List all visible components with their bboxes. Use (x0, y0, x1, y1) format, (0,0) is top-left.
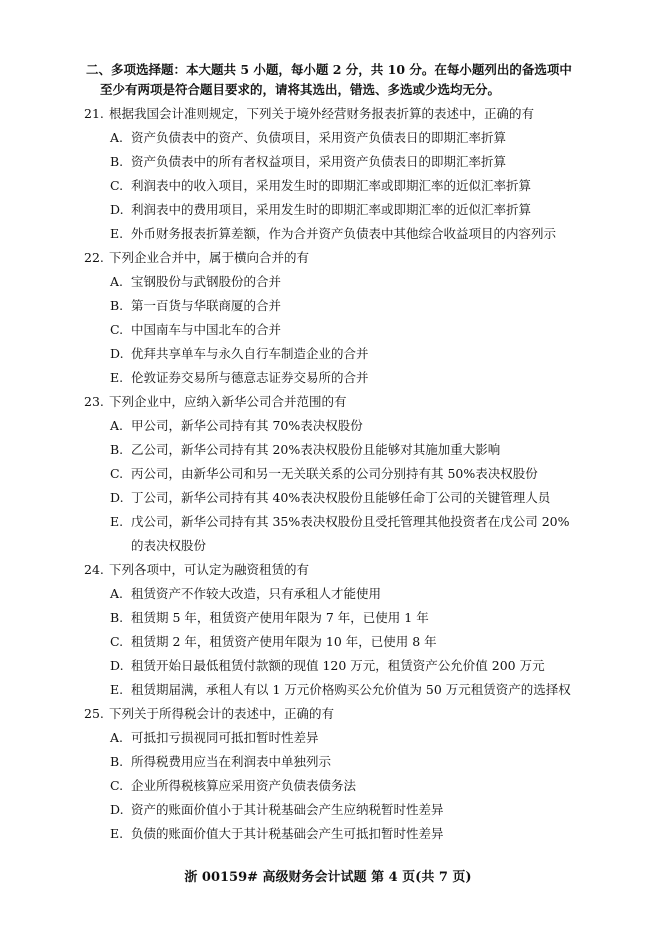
option-text: 伦敦证券交易所与德意志证券交易所的合并 (131, 370, 369, 385)
question-number: 23. (84, 394, 104, 409)
option-b (0, 150, 656, 174)
option-d (0, 798, 656, 822)
option-text: 利润表中的收入项目，采用发生时的即期汇率或即期汇率的近似汇率折算 (131, 178, 532, 193)
option-c (0, 462, 656, 486)
option-text: 资产的账面价值小于其计税基础会产生应纳税暂时性差异 (131, 802, 444, 817)
page-footer: 浙 00159# 高级财务会计试题 第 4 页(共 7 页) (184, 870, 472, 885)
question-text: 下列各项中，可认定为融资租赁的有 (109, 562, 310, 577)
option-text: 第一百货与华联商厦的合并 (131, 298, 282, 313)
option-letter: A. (110, 130, 124, 145)
question-number: 21. (84, 106, 104, 121)
option-letter: B. (110, 610, 124, 625)
question-22 (0, 246, 656, 390)
option-letter: D. (110, 802, 124, 817)
question-list (0, 102, 656, 846)
option-b (0, 606, 656, 630)
option-letter: B. (110, 154, 124, 169)
option-letter: A. (110, 274, 124, 289)
option-letter: C. (110, 778, 124, 793)
option-c (0, 774, 656, 798)
option-letter: E. (110, 826, 124, 841)
option-a (0, 126, 656, 150)
question-text: 根据我国会计准则规定，下列关于境外经营财务报表折算的表述中，正确的有 (109, 106, 535, 121)
option-text: 中国南车与中国北车的合并 (131, 322, 282, 337)
option-a (0, 726, 656, 750)
option-letter: C. (110, 634, 124, 649)
option-c (0, 174, 656, 198)
option-letter: E. (110, 514, 124, 529)
option-text: 利润表中的费用项目，采用发生时的即期汇率或即期汇率的近似汇率折算 (131, 202, 532, 217)
section-heading-line1: 二、多项选择题：本大题共 5 小题，每小题 2 分，共 10 分。在每小题列出的备选项中 (86, 62, 572, 77)
option-letter: E. (110, 682, 124, 697)
question-text: 下列企业合并中，属于横向合并的有 (109, 250, 310, 265)
question-23 (0, 390, 656, 558)
option-letter: E. (110, 370, 124, 385)
option-text: 租赁期届满，承租人有以 1 万元价格购买公允价值为 50 万元租赁资产的选择权 (131, 682, 571, 697)
question-text: 下列关于所得税会计的表述中，正确的有 (109, 706, 335, 721)
question-24 (0, 558, 656, 702)
option-d (0, 486, 656, 510)
question-stem (0, 702, 656, 726)
option-text: 甲公司，新华公司持有其 70%表决权股份 (131, 418, 363, 433)
option-c (0, 630, 656, 654)
option-letter: D. (110, 346, 124, 361)
question-text: 下列企业中，应纳入新华公司合并范围的有 (109, 394, 347, 409)
option-letter: E. (110, 226, 124, 241)
option-text: 乙公司，新华公司持有其 20%表决权股份且能够对其施加重大影响 (131, 442, 501, 457)
option-letter: A. (110, 730, 124, 745)
question-number: 25. (84, 706, 104, 721)
option-text: 丁公司，新华公司持有其 40%表决权股份且能够任命丁公司的关键管理人员 (131, 490, 551, 505)
option-d (0, 654, 656, 678)
option-text: 租赁开始日最低租赁付款额的现值 120 万元，租赁资产公允价值 200 万元 (131, 658, 545, 673)
question-stem (0, 558, 656, 582)
option-text: 负债的账面价值大于其计税基础会产生可抵扣暂时性差异 (131, 826, 444, 841)
question-stem (0, 390, 656, 414)
option-d (0, 198, 656, 222)
option-letter: C. (110, 466, 124, 481)
option-text: 戊公司，新华公司持有其 35%表决权股份且受托管理其他投资者在戊公司 20% (131, 514, 570, 529)
section-heading-line2: 至少有两项是符合题目要求的，请将其选出，错选、多选或少选均无分。 (100, 82, 501, 97)
option-a (0, 270, 656, 294)
option-text: 资产负债表中的资产、负债项目，采用资产负债表日的即期汇率折算 (131, 130, 507, 145)
option-a (0, 414, 656, 438)
question-stem (0, 102, 656, 126)
option-c (0, 318, 656, 342)
option-b (0, 294, 656, 318)
option-text: 租赁期 2 年，租赁资产使用年限为 10 年，已使用 8 年 (131, 634, 437, 649)
option-text: 宝钢股份与武钢股份的合并 (131, 274, 282, 289)
question-21 (0, 102, 656, 246)
option-letter: B. (110, 442, 124, 457)
option-e (0, 366, 656, 390)
option-letter: D. (110, 202, 124, 217)
section-heading (86, 60, 606, 100)
option-e (0, 222, 656, 246)
option-d (0, 342, 656, 366)
option-a (0, 582, 656, 606)
option-text: 资产负债表中的所有者权益项目，采用资产负债表日的即期汇率折算 (131, 154, 507, 169)
option-letter: A. (110, 586, 124, 601)
option-letter: C. (110, 322, 124, 337)
option-letter: B. (110, 298, 124, 313)
option-text: 丙公司，由新华公司和另一无关联关系的公司分别持有其 50%表决权股份 (131, 466, 538, 481)
option-letter: D. (110, 490, 124, 505)
option-text: 企业所得税核算应采用资产负债表债务法 (131, 778, 357, 793)
question-number: 24. (84, 562, 104, 577)
option-b (0, 438, 656, 462)
option-text: 所得税费用应当在利润表中单独列示 (131, 754, 332, 769)
option-letter: D. (110, 658, 124, 673)
option-letter: A. (110, 418, 124, 433)
question-stem (0, 246, 656, 270)
option-text: 外币财务报表折算差额，作为合并资产负债表中其他综合收益项目的内容列示 (131, 226, 557, 241)
option-text-continuation: 的表决权股份 (131, 538, 207, 553)
option-e (0, 678, 656, 702)
option-text: 优拜共享单车与永久自行车制造企业的合并 (131, 346, 369, 361)
option-text: 租赁期 5 年，租赁资产使用年限为 7 年，已使用 1 年 (131, 610, 429, 625)
option-text: 租赁资产不作较大改造，只有承租人才能使用 (131, 586, 382, 601)
option-text: 可抵扣亏损视同可抵扣暂时性差异 (131, 730, 319, 745)
question-25 (0, 702, 656, 846)
option-letter: B. (110, 754, 124, 769)
option-e (0, 822, 656, 846)
question-number: 22. (84, 250, 104, 265)
option-e (0, 510, 656, 558)
option-b (0, 750, 656, 774)
option-letter: C. (110, 178, 124, 193)
